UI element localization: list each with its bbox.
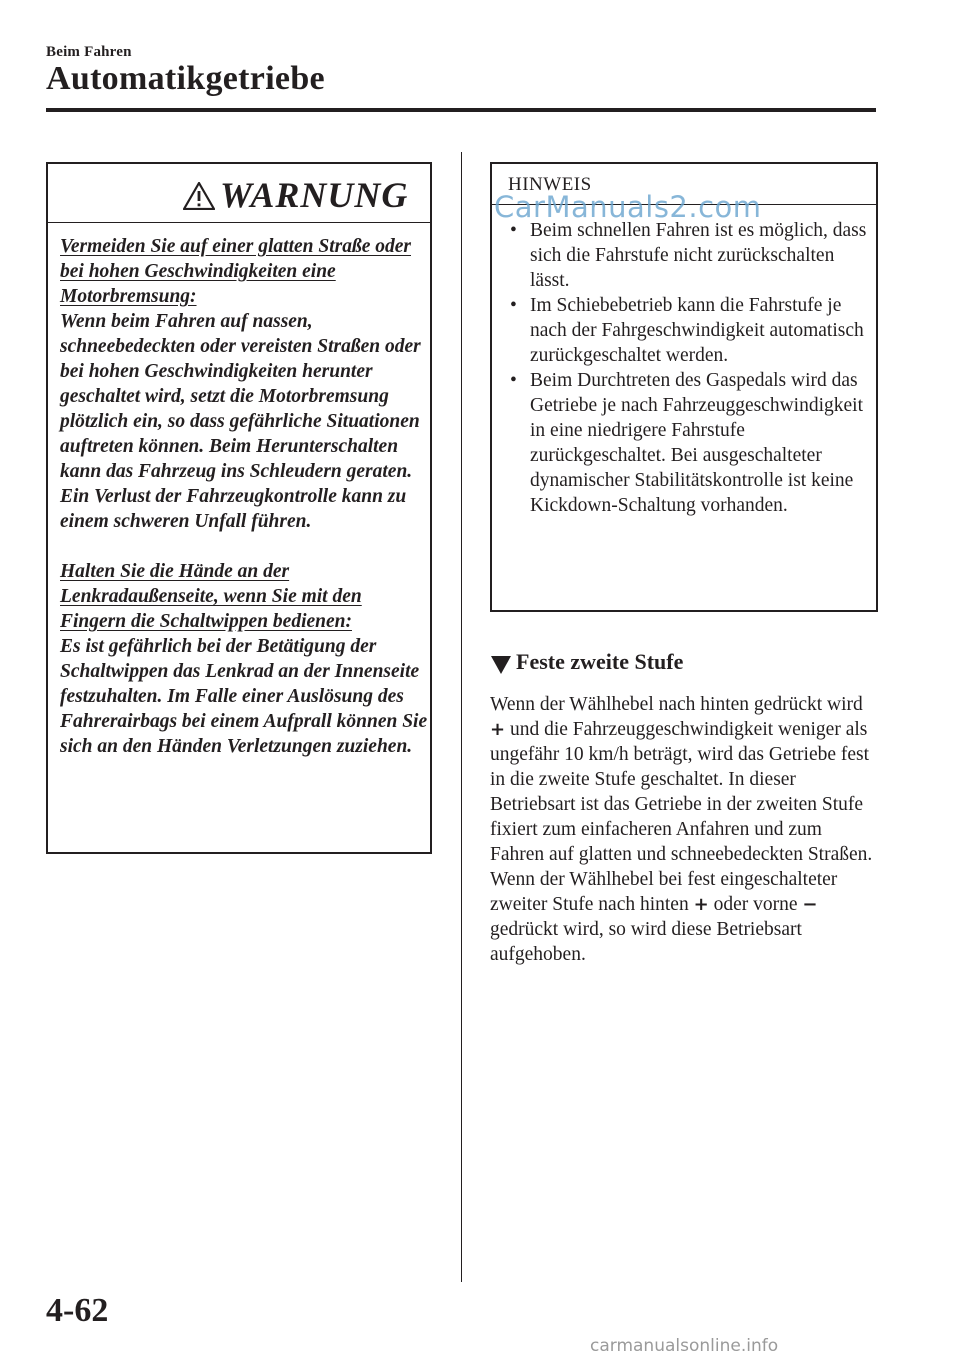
body-text-part: gedrückt wird, so wird diese Betriebsart aufgehoben. [490, 919, 802, 965]
down-triangle-icon [490, 655, 512, 675]
bullet: • [510, 295, 517, 316]
bullet: • [510, 370, 517, 391]
watermark: CarManuals2.com [494, 190, 762, 224]
body-text-part: Wenn der Wählhebel nach hinten gedrückt wird [490, 694, 863, 715]
body-text-part: oder vorne [713, 894, 798, 915]
note-list [500, 218, 870, 518]
list-item [500, 368, 870, 518]
warning-body [60, 234, 428, 759]
column-divider [461, 152, 462, 1282]
plus-icon: + [693, 894, 709, 915]
body-text-part: und die Fahrzeuggeschwindigkeit weniger als ungefähr 10 km/h beträgt, wird das Getriebe fest in die zweite Stufe geschaltet. In dieser Betriebsart ist das Getriebe in der zweiten Stufe fixiert zum einfacheren Anfahren und zum Fahren auf glatten und schneebedeckten Straßen. Wenn der Wählhebel bei fest eingeschalteter zweiter Stufe nach hinten [490, 719, 873, 915]
note-item-text: Im Schiebebetrieb kann die Fahrstufe je nach der Fahrgeschwindigkeit automatisch zurückgeschaltet werden. [530, 295, 864, 366]
warning-heading-1: Vermeiden Sie auf einer glatten Straße oder bei hohen Geschwindigkeiten eine Motorbremsung: [60, 236, 411, 307]
note-box [490, 162, 878, 612]
warning-text-2: Es ist gefährlich bei der Betätigung der Schaltwippen das Lenkrad an der Innenseite festzuhalten. Im Falle einer Auslösung des Fahrerairbags bei einem Aufprall können Sie sich an den Händen Verletzungen zuziehen. [60, 636, 428, 757]
list-item [500, 218, 870, 293]
list-item [500, 293, 870, 368]
note-item-text: Beim schnellen Fahren ist es möglich, dass sich die Fahrstufe nicht zurückschalten lässt. [530, 220, 867, 291]
plus-icon: + [490, 719, 506, 740]
subsection-title: Feste zweite Stufe [516, 649, 684, 674]
note-item-text: Beim Durchtreten des Gaspedals wird das Getriebe je nach Fahrzeuggeschwindigkeit in eine niedrigere Fahrstufe zurückgeschaltet. Bei ausgeschalteter dynamischer Stabilitätskontrolle ist keine Kickdown-Schaltung vorhanden. [530, 370, 863, 516]
warning-triangle-icon [183, 182, 215, 210]
subsection-body [490, 692, 880, 967]
bullet: • [510, 220, 517, 241]
minus-icon: − [802, 894, 818, 915]
warning-text-1: Wenn beim Fahren auf nassen, schneebedeckten oder vereisten Straßen oder bei hohen Geschwindigkeiten herunter geschaltet wird, setzt die Motorbremsung plötzlich ein, so dass gefährliche Situationen auftreten können. Beim Herunterschalten kann das Fahrzeug ins Schleudern geraten. Ein Verlust der Fahrzeugkontrolle kann zu einem schweren Unfall führen. [60, 311, 421, 532]
watermark: carmanualsonline.info [590, 1336, 779, 1356]
section-label: Beim Fahren [46, 44, 132, 60]
page-title: Automatikgetriebe [46, 60, 325, 97]
warning-heading-2: Halten Sie die Hände an der Lenkradaußenseite, wenn Sie mit den Fingern die Schaltwippen bedienen: [60, 561, 362, 632]
warning-header [48, 164, 430, 223]
header-rule [46, 108, 876, 112]
note-title: HINWEIS [508, 174, 592, 195]
warning-box [46, 162, 432, 854]
warning-title: WARNUNG [220, 175, 409, 215]
page-number: 4-62 [46, 1292, 109, 1329]
